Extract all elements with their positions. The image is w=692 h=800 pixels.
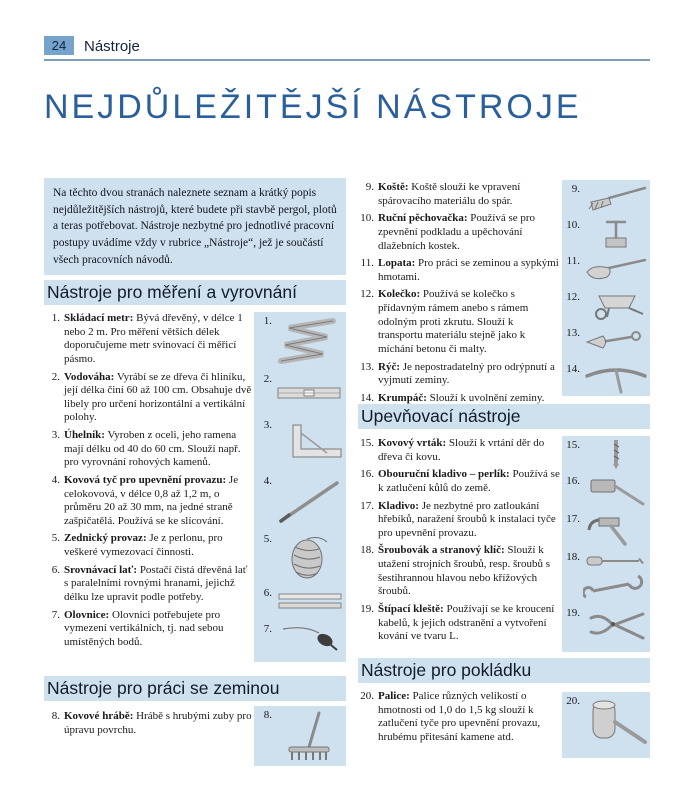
spirit-level-icon — [275, 380, 345, 406]
item-text — [378, 288, 560, 356]
figure-number: 7. — [263, 623, 272, 635]
wheelbarrow-icon — [583, 290, 649, 322]
item-text — [64, 564, 252, 605]
tool-name: Kovové hrábě: — [64, 710, 134, 722]
figure-number: 19. — [566, 607, 580, 619]
tool-name: Srovnávací lať: — [64, 563, 138, 576]
figure-number: 6. — [263, 587, 272, 599]
rake-icon — [275, 709, 345, 763]
tool-description: Koště slouží ke vpravení spárovacího materiálu do spár. — [378, 181, 521, 207]
tool-name: Kovová tyč pro upevnění provazu: — [64, 473, 227, 486]
sledgehammer-icon — [583, 474, 649, 508]
tool-name: Vodováha: — [64, 370, 115, 383]
broom-icon — [583, 182, 649, 214]
item-text — [378, 437, 560, 464]
item-number: 18. — [360, 544, 374, 557]
tool-name: Rýč: — [378, 360, 400, 373]
tool-description: Slouží k utažení strojních šroubů, resp. šroubů s šestihrannou hlavou nebo křížových šroubů. — [378, 544, 550, 598]
item-text — [378, 500, 560, 541]
tool-description: Používá se kolečko s přídavným rámem anebo s rámem odolným proti zkrutu. Slouží k transportu materiálu stejně jako k míchání betonu či malty. — [378, 288, 529, 355]
figure — [562, 180, 650, 216]
item-number: 11. — [360, 257, 374, 270]
figure-number: 8. — [263, 709, 272, 721]
tool-item — [358, 500, 560, 541]
item-text — [378, 361, 560, 388]
figure-strip-measuring — [254, 312, 346, 662]
section-heading-paving: Nástroje pro pokládku — [358, 658, 650, 683]
tool-name: Kladivo: — [378, 499, 419, 512]
item-number: 8. — [51, 710, 60, 722]
figure — [562, 288, 650, 324]
figure-number: 10. — [566, 219, 580, 231]
figure — [562, 216, 650, 252]
item-text — [378, 181, 560, 208]
tool-item — [358, 288, 560, 356]
item-number: 17. — [360, 499, 374, 512]
tool-description: Je nepostradatelný pro odrýpnutí a vyjmutí zeminy. — [378, 360, 555, 387]
tool-item — [44, 532, 252, 559]
figure — [562, 472, 650, 510]
pickaxe-icon — [583, 362, 649, 394]
item-text — [64, 609, 252, 650]
tool-description: Slouží k vrtání děr do dřeva či kovu. — [378, 437, 545, 463]
tool-description: Používá se pro zpevnění podkladu a upěchování dlažebních kostek. — [378, 212, 536, 252]
figure-strip-earthwork — [254, 706, 346, 766]
metal-rod-icon — [275, 475, 345, 527]
item-number: 10. — [360, 212, 374, 225]
tool-description: Pro práci se zeminou a sypkými hmotami. — [378, 257, 559, 283]
tool-description: Hrábě s hrubými zuby pro úpravu povrchu. — [64, 710, 252, 736]
mason-string-icon — [275, 532, 345, 582]
item-number: 4. — [51, 473, 60, 486]
tool-name: Kovový vrták: — [378, 437, 447, 449]
figure-strip-earthwork-right — [562, 180, 650, 396]
item-text — [378, 392, 544, 406]
tool-item — [358, 212, 560, 253]
item-number: 19. — [360, 602, 374, 615]
tool-item — [358, 181, 560, 208]
tool-item — [358, 257, 560, 284]
item-text — [378, 603, 560, 644]
item-number: 9. — [365, 181, 374, 193]
spade-icon — [583, 326, 649, 358]
item-number: 14. — [360, 391, 374, 404]
claw-hammer-icon — [583, 512, 649, 546]
item-number: 20. — [360, 690, 374, 702]
folding-ruler-icon — [275, 315, 345, 367]
item-number: 2. — [51, 370, 60, 383]
figure-number: 16. — [566, 475, 580, 487]
figure — [562, 692, 650, 758]
item-text — [378, 468, 560, 495]
tool-name: Koště: — [378, 181, 409, 193]
figure — [254, 472, 346, 530]
item-text — [64, 710, 252, 737]
tool-item — [358, 437, 560, 464]
item-text — [378, 544, 560, 599]
hand-tamper-icon — [583, 218, 649, 250]
tool-item — [44, 564, 252, 605]
tool-list-earthwork-right — [358, 181, 560, 409]
screwdriver-wrench-icon — [583, 551, 649, 601]
item-number: 6. — [51, 563, 60, 576]
figure-number: 11. — [566, 255, 580, 267]
tool-description: Je z perlonu, pro veškeré vymezovací činnosti. — [64, 532, 223, 558]
figure — [254, 530, 346, 584]
figure-number: 2. — [263, 373, 272, 385]
tool-name: Zednický provaz: — [64, 532, 147, 545]
tool-name: Krumpáč: — [378, 391, 427, 404]
tool-item — [44, 371, 252, 426]
item-number: 13. — [360, 360, 374, 373]
item-text — [64, 371, 252, 426]
item-number: 5. — [51, 532, 60, 545]
shovel-icon — [583, 254, 649, 286]
figure — [562, 252, 650, 288]
figure — [254, 620, 346, 662]
item-text — [64, 429, 252, 470]
page-number: 24 — [44, 36, 74, 55]
page-title: NEJDŮLEŽITĚJŠÍ NÁSTROJE — [44, 88, 582, 126]
item-text — [378, 212, 560, 253]
item-text — [378, 690, 560, 745]
straightedge-lath-icon — [275, 590, 345, 614]
tool-name: Ruční pěchovačka: — [378, 212, 468, 225]
item-number: 1. — [51, 312, 60, 324]
section-heading-earthwork: Nástroje pro práci se zeminou — [44, 676, 346, 701]
item-text — [64, 532, 252, 559]
tool-description: Bývá dřevěný, v délce 1 nebo 2 m. Pro měření větších délek doporučujeme metr svinovací či měřicí pásmo. — [64, 312, 243, 365]
tool-description: Palice různých velikostí o hmotnosti od 1,0 do 1,5 kg slouží k zatlučení tyče pro upevnění provazu, hrubému přitesání kamene atd. — [378, 690, 541, 743]
pliers-icon — [583, 606, 649, 650]
tool-item — [358, 361, 560, 388]
figure — [254, 706, 346, 766]
figure-number: 15. — [566, 439, 580, 451]
plumb-bob-icon — [275, 623, 345, 659]
tool-description: Vyrábí se ze dřeva či hliníku, její délka činí 60 až 100 cm. Obsahuje dvě libely pro určení horizontální a vertikální polohy. — [64, 370, 252, 424]
figure-strip-fastening — [562, 436, 650, 652]
item-text — [64, 312, 252, 367]
item-text — [64, 474, 252, 529]
tool-name: Olovnice: — [64, 608, 110, 621]
tool-description: Vyroben z oceli, jeho ramena mají délku od 40 do 60 cm. Slouží např. pro vyrovnání rohových kamenů. — [64, 429, 241, 469]
drill-bit-icon — [583, 438, 649, 470]
tool-item — [44, 429, 252, 470]
tool-item — [44, 710, 252, 737]
tool-list-fastening — [358, 437, 560, 648]
figure — [254, 370, 346, 416]
chapter-title: Nástroje — [84, 38, 140, 55]
figure — [254, 312, 346, 370]
tool-description: Postačí čistá dřevěná lať s paralelními rovnými hranami, jejichž délku lze upravit podle potřeby. — [64, 563, 248, 603]
tool-item — [44, 609, 252, 650]
figure-number: 4. — [263, 475, 272, 487]
figure-number: 14. — [566, 363, 580, 375]
item-number: 12. — [360, 288, 374, 301]
figure-number: 18. — [566, 551, 580, 563]
tool-name: Lopata: — [378, 257, 416, 270]
tool-name: Palice: — [378, 690, 410, 702]
figure-number: 3. — [263, 419, 272, 431]
item-number: 16. — [360, 468, 374, 481]
item-text — [378, 257, 560, 284]
item-number: 7. — [51, 608, 60, 621]
tool-description: Je celokovová, v délce 0,8 až 1,2 m, o průměru 20 až 30 mm, na jedné straně zašpičatělá. Používá se ke slícování. — [64, 473, 239, 527]
tool-item — [44, 312, 252, 367]
figure-number: 20. — [566, 695, 580, 707]
figure-number: 9. — [571, 183, 580, 195]
figure — [562, 436, 650, 472]
tool-name: Obouruční kladivo – perlík: — [378, 468, 510, 481]
item-number: 15. — [360, 437, 374, 449]
item-number: 3. — [51, 429, 60, 441]
tool-description: Olovnici potřebujete pro vymezení vertikálních, tj. nad sebou umístěných bodů. — [64, 608, 224, 648]
figure — [562, 324, 650, 360]
figure-number: 5. — [263, 533, 272, 545]
try-square-icon — [275, 421, 345, 467]
tool-list-earthwork — [44, 710, 252, 741]
tool-list-measuring — [44, 312, 252, 653]
section-heading-fastening: Upevňovací nástroje — [358, 404, 650, 429]
tool-description: Používají se ke kroucení kabelů, k jejich odstranění a vytvoření kování ve tvaru L. — [378, 602, 555, 643]
tool-name: Šroubovák a stranový klíč: — [378, 544, 505, 557]
figure-number: 17. — [566, 513, 580, 525]
tool-item — [358, 603, 560, 644]
tool-list-paving — [358, 690, 560, 749]
figure-number: 12. — [566, 291, 580, 303]
figure — [254, 416, 346, 472]
tool-name: Skládací metr: — [64, 312, 134, 324]
tool-name: Úhelník: — [64, 429, 105, 441]
intro-paragraph: Na těchto dvou stranách naleznete seznam a krátký popis nejdůležitějších nástrojů, které budete při stavbě pergol, plotů a teras potřebovat. Nástroje nezbytné pro jednotlivé pracovní postupy uvádíme vždy v rubrice „Nástroje“, jež je součástí všech pracovních návodů. — [44, 178, 346, 275]
mallet-icon — [583, 696, 649, 754]
figure — [562, 510, 650, 548]
tool-item — [358, 392, 560, 406]
tool-description: Používá se k zatlučení kůlů do země. — [378, 468, 560, 494]
tool-name: Štípací kleště: — [378, 602, 444, 615]
section-heading-measuring: Nástroje pro měření a vyrovnání — [44, 280, 346, 305]
tool-item — [44, 474, 252, 529]
tool-description: Je nezbytné pro zatloukání hřebíků, naražení šroubů k instalaci tyče pro upevnění provazu. — [378, 499, 556, 539]
tool-description: Slouží k uvolnění zeminy. — [429, 391, 545, 404]
tool-name: Kolečko: — [378, 288, 421, 301]
tool-item — [358, 544, 560, 599]
figure-strip-paving — [562, 692, 650, 758]
figure-number: 13. — [566, 327, 580, 339]
figure — [562, 604, 650, 652]
figure — [562, 360, 650, 396]
tool-item — [358, 468, 560, 495]
figure — [254, 584, 346, 620]
figure-number: 1. — [263, 315, 272, 327]
header-rule — [44, 59, 650, 61]
tool-item — [358, 690, 560, 745]
figure — [562, 548, 650, 604]
